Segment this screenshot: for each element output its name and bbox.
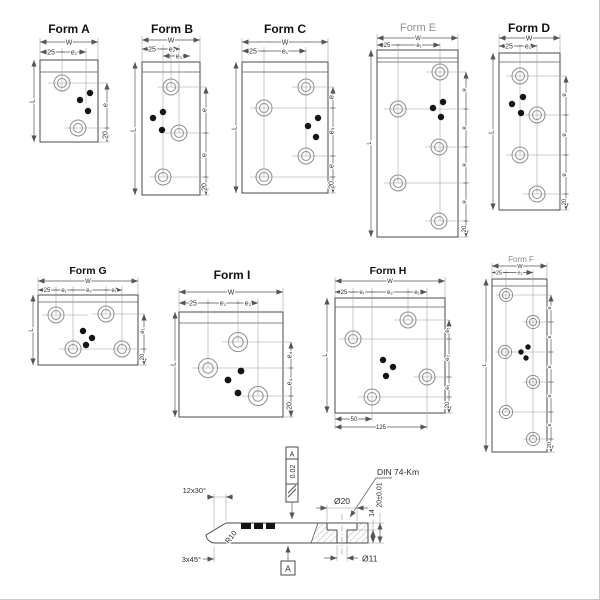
form-a-diagram: [30, 22, 111, 142]
form-a-width-label: W: [65, 39, 73, 47]
form-b-title: Form B: [151, 22, 193, 36]
form-d-dim-25: 25: [505, 43, 513, 51]
form-d-plate: [499, 53, 560, 210]
form-c-dim-e1: e₁: [281, 48, 289, 56]
form-c-title: Form C: [264, 22, 306, 36]
form-b-dim-25: 25: [148, 46, 156, 54]
form-i-length-label: L: [170, 362, 178, 366]
form-i-dim-e4a: e₄: [286, 351, 294, 359]
form-c-diagram: [232, 22, 337, 193]
form-c-plate: [242, 62, 328, 193]
form-h-diagram: [323, 265, 452, 431]
form-e-diagram: [367, 22, 469, 237]
form-a-dim-20: 20: [102, 131, 110, 139]
form-h-dim-e1b: e₁: [414, 290, 420, 297]
form-g-dim-e1-right: e₁: [140, 328, 147, 334]
form-g-dim-e2: e₂: [86, 288, 92, 295]
form-g-dim-20: 20: [140, 353, 147, 361]
form-f-dim-e-3: e: [547, 365, 553, 369]
form-i-title: Form I: [213, 268, 251, 282]
standard-label: DIN 74-Km: [377, 467, 420, 477]
hole-diameter-label: Ø11: [362, 553, 378, 564]
form-f-dim-e1: e₁: [517, 270, 523, 277]
form-g-width-label: W: [85, 279, 91, 286]
form-d-dim-e-3: e: [562, 173, 569, 177]
form-e-dim-e1: e₁: [416, 43, 422, 50]
form-f-dim-25: 25: [495, 270, 503, 277]
form-d-dim-e-1: e: [562, 93, 569, 97]
form-d-diagram: [489, 21, 570, 210]
form-h-plate: [335, 298, 445, 413]
form-h-dim-50: 50: [350, 417, 358, 424]
form-f-dim-e-4: e: [547, 394, 553, 398]
datum-label: A: [285, 563, 291, 574]
form-c-dim-25: 25: [249, 48, 257, 56]
form-h-dim-e2-r: e₂: [445, 355, 452, 361]
form-b-dim-e-1: e: [201, 108, 209, 112]
form-e-length-label: L: [367, 141, 374, 145]
form-b-dim-e-2: e: [201, 153, 209, 157]
radius-label: R10: [223, 528, 239, 546]
form-b-dim-20: 20: [201, 183, 209, 191]
form-e-dim-e-3: e: [462, 163, 469, 167]
chamfer-bottom-label: 3x45°: [181, 555, 201, 564]
form-e-width-label: W: [415, 36, 421, 43]
form-f-dim-e-5: e: [547, 423, 553, 427]
form-g-plate: [38, 295, 138, 365]
chamfer-bottom-dimension: [182, 546, 214, 564]
form-g-length-label: L: [29, 328, 36, 332]
hole-diameter-dimension: [324, 545, 378, 564]
form-a-title: Form A: [48, 22, 90, 36]
section-marker-pads: [241, 523, 275, 529]
chamfer-top-dimension: [183, 486, 233, 529]
residual-depth-label: 14: [369, 509, 376, 517]
thickness-label: 20±0,01: [376, 482, 384, 508]
form-i-plate: [179, 312, 283, 417]
form-f-length-label: L: [482, 363, 488, 367]
datum-frame: [281, 546, 295, 575]
form-f-dim-e-2: e: [547, 335, 553, 339]
form-h-dim-e1-r1: e₁: [445, 327, 452, 333]
form-e-dim-20: 20: [462, 225, 469, 233]
form-e-dim-e-4: e: [462, 200, 469, 204]
form-c-length-label: L: [231, 126, 239, 130]
chamfer-top-label: 12x30°: [182, 486, 206, 495]
form-e-title: Form E: [399, 22, 437, 34]
form-d-dim-20: 20: [562, 198, 569, 206]
form-h-width-label: W: [387, 279, 393, 286]
tolerance-datum-ref: A: [289, 451, 295, 459]
form-c-dim-e3: e₃: [328, 127, 336, 135]
form-c-dim-20: 20: [328, 181, 336, 189]
parallelism-icon: [288, 485, 296, 497]
form-b-dim-e2: e₂: [168, 46, 176, 54]
form-h-dim-e2: e₂: [387, 290, 393, 297]
form-h-length-label: L: [323, 353, 330, 357]
form-g-title: Form G: [69, 265, 107, 277]
form-i-width-label: W: [227, 289, 235, 297]
form-h-dim-e1a: e₁: [359, 290, 365, 297]
form-h-dim-e1-r2: e₁: [445, 384, 452, 390]
tolerance-value: 0.02: [290, 464, 297, 479]
form-f-dim-20: 20: [547, 441, 553, 449]
form-d-dim-e1: e₁: [524, 43, 532, 51]
form-c-dim-e-2: e: [328, 164, 336, 168]
form-b-dim-e1: e₁: [175, 53, 183, 61]
form-h-title: Form H: [369, 265, 407, 277]
form-a-dim-e: e: [102, 103, 110, 107]
form-d-length-label: L: [488, 130, 496, 134]
form-g-dim-25: 25: [43, 288, 51, 295]
section-view: [182, 447, 419, 575]
form-d-title: Form D: [508, 21, 550, 35]
form-f-diagram: [482, 255, 555, 452]
form-h-dim-25: 25: [340, 290, 348, 297]
form-i-dim-25: 25: [189, 300, 197, 308]
form-e-dim-25: 25: [383, 43, 391, 50]
form-a-dim-25: 25: [47, 49, 55, 57]
form-i-dim-e4b: e₄: [286, 378, 294, 386]
form-g-dim-e1b: e₁: [111, 288, 117, 295]
form-c-width-label: W: [281, 39, 289, 47]
form-a-dim-e1: e₁: [70, 49, 78, 57]
form-g-diagram: [29, 265, 147, 365]
form-g-dim-e1a: e₁: [61, 288, 67, 295]
form-a-length-label: L: [29, 99, 37, 103]
form-d-dim-e-2: e: [562, 133, 569, 137]
form-i-diagram: [171, 268, 295, 417]
counterbore-diameter-label: Ø20: [333, 496, 351, 506]
tolerance-frame: [286, 447, 298, 519]
form-i-dim-20: 20: [286, 402, 294, 410]
form-f-width-label: W: [517, 264, 523, 270]
form-i-dim-e2: e₂: [244, 300, 252, 308]
form-b-diagram: [131, 22, 210, 195]
form-d-width-label: W: [525, 35, 533, 43]
form-b-length-label: L: [130, 128, 138, 132]
form-e-dim-e-2: e: [462, 126, 469, 130]
standard-callout: [350, 467, 419, 517]
form-i-dim-e1: e₁: [219, 300, 227, 308]
form-h-dim-20: 20: [445, 401, 452, 409]
form-f-dim-e-1: e: [547, 306, 553, 310]
form-h-dim-125: 125: [375, 425, 387, 432]
form-b-width-label: W: [167, 37, 175, 45]
form-f-title: Form F: [508, 255, 534, 264]
form-f-plate: [492, 279, 547, 452]
form-c-dim-e-1: e: [328, 95, 336, 99]
form-e-dim-e-1: e: [462, 88, 469, 92]
